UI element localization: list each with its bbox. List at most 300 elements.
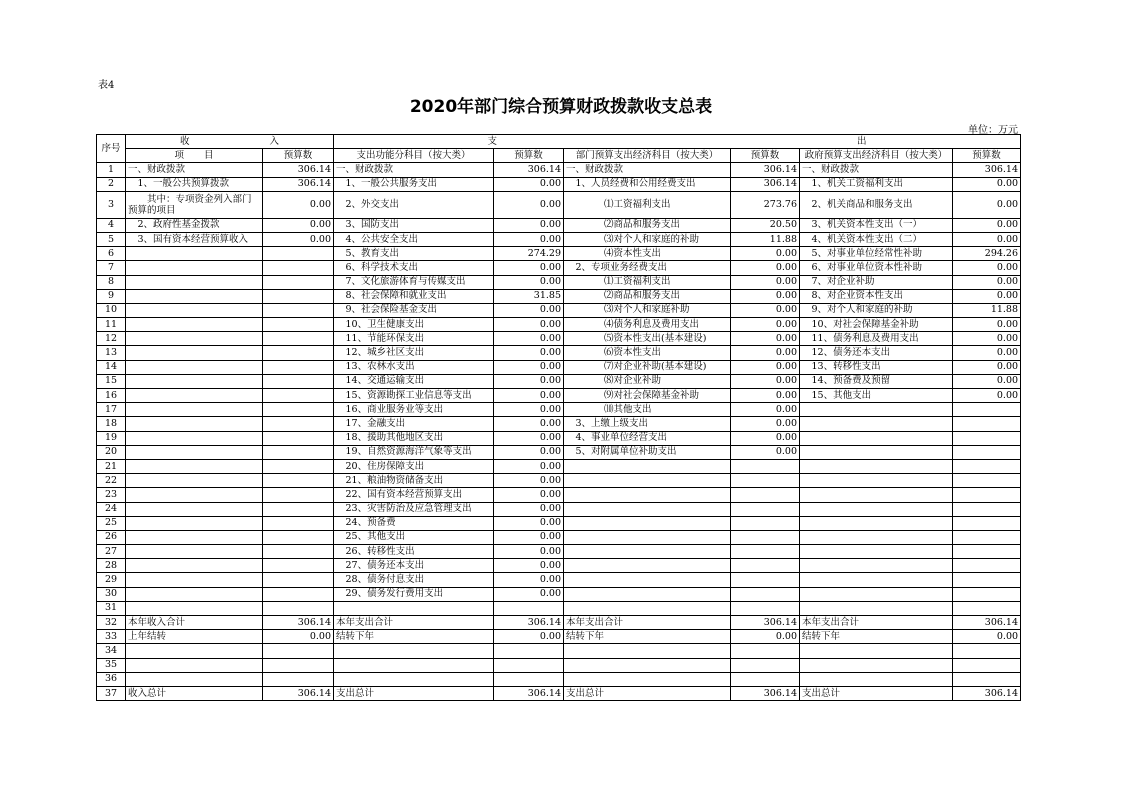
income-item bbox=[126, 474, 263, 488]
header-row-2 bbox=[97, 149, 1021, 163]
gov-econ-amount bbox=[953, 516, 1021, 530]
gov-econ-amount: 294.26 bbox=[953, 247, 1021, 261]
func-item: 9、社会保险基金支出 bbox=[334, 303, 494, 317]
row-number: 24 bbox=[97, 502, 126, 516]
func-amount bbox=[494, 601, 564, 615]
income-item bbox=[126, 516, 263, 530]
dept-econ-amount bbox=[731, 474, 800, 488]
income-amount: 306.14 bbox=[263, 686, 334, 700]
row-number: 22 bbox=[97, 474, 126, 488]
dept-econ-amount: 273.76 bbox=[731, 191, 800, 218]
income-amount bbox=[263, 445, 334, 459]
dept-econ-item bbox=[564, 559, 731, 573]
row-number: 29 bbox=[97, 573, 126, 587]
gov-econ-amount: 0.00 bbox=[953, 191, 1021, 218]
row-number: 2 bbox=[97, 177, 126, 191]
dept-econ-item: ⑵商品和服务支出 bbox=[564, 218, 731, 232]
gov-econ-amount: 0.00 bbox=[953, 275, 1021, 289]
func-amount: 306.14 bbox=[494, 163, 564, 177]
table-row bbox=[97, 318, 1021, 332]
dept-econ-item bbox=[564, 516, 731, 530]
gov-econ-item bbox=[800, 672, 953, 686]
dept-econ-amount: 306.14 bbox=[731, 163, 800, 177]
income-amount bbox=[263, 644, 334, 658]
income-item: 1、一般公共预算拨款 bbox=[126, 177, 263, 191]
gov-econ-item bbox=[800, 516, 953, 530]
func-amount: 0.00 bbox=[494, 573, 564, 587]
func-amount: 0.00 bbox=[494, 445, 564, 459]
dept-econ-item: ⑻对企业补助 bbox=[564, 374, 731, 388]
row-number: 6 bbox=[97, 247, 126, 261]
func-amount bbox=[494, 658, 564, 672]
income-item bbox=[126, 374, 263, 388]
gov-econ-amount: 0.00 bbox=[953, 332, 1021, 346]
gov-econ-item bbox=[800, 431, 953, 445]
row-number: 27 bbox=[97, 545, 126, 559]
item-header-b: 目 bbox=[204, 149, 214, 161]
dept-econ-item: 结转下年 bbox=[564, 630, 731, 644]
gov-econ-item: 11、债务利息及费用支出 bbox=[800, 332, 953, 346]
income-amount bbox=[263, 389, 334, 403]
income-amount bbox=[263, 488, 334, 502]
income-item bbox=[126, 658, 263, 672]
gov-econ-item: 10、对社会保障基金补助 bbox=[800, 318, 953, 332]
func-item: 13、农林水支出 bbox=[334, 360, 494, 374]
table-row bbox=[97, 191, 1021, 218]
gov-econ-header: 政府预算支出经济科目（按大类） bbox=[800, 149, 953, 163]
dept-econ-amount: 0.00 bbox=[731, 630, 800, 644]
dept-econ-item bbox=[564, 587, 731, 601]
gov-econ-item: 7、对企业补助 bbox=[800, 275, 953, 289]
row-number: 13 bbox=[97, 346, 126, 360]
dept-econ-amount bbox=[731, 545, 800, 559]
gov-econ-amount bbox=[953, 431, 1021, 445]
row-number: 19 bbox=[97, 431, 126, 445]
func-item bbox=[334, 672, 494, 686]
gov-econ-amount bbox=[953, 587, 1021, 601]
gov-econ-amount bbox=[953, 559, 1021, 573]
table-row bbox=[97, 530, 1021, 544]
row-number: 14 bbox=[97, 360, 126, 374]
income-item: 2、政府性基金拨款 bbox=[126, 218, 263, 232]
row-number: 12 bbox=[97, 332, 126, 346]
gov-econ-item: 9、对个人和家庭的补助 bbox=[800, 303, 953, 317]
income-item bbox=[126, 346, 263, 360]
table-row bbox=[97, 417, 1021, 431]
func-amount bbox=[494, 672, 564, 686]
income-item bbox=[126, 247, 263, 261]
gov-econ-amount: 306.14 bbox=[953, 163, 1021, 177]
gov-econ-item: 一、财政拨款 bbox=[800, 163, 953, 177]
gov-econ-amount bbox=[953, 601, 1021, 615]
income-item bbox=[126, 389, 263, 403]
income-item bbox=[126, 559, 263, 573]
gov-econ-amount bbox=[953, 658, 1021, 672]
func-amount: 0.00 bbox=[494, 559, 564, 573]
dept-econ-amount: 0.00 bbox=[731, 247, 800, 261]
func-amount: 0.00 bbox=[494, 261, 564, 275]
dept-econ-item: 2、专项业务经费支出 bbox=[564, 261, 731, 275]
func-amount: 0.00 bbox=[494, 459, 564, 473]
func-item bbox=[334, 644, 494, 658]
dept-econ-amount: 0.00 bbox=[731, 261, 800, 275]
gov-econ-amount: 0.00 bbox=[953, 630, 1021, 644]
row-number: 1 bbox=[97, 163, 126, 177]
func-amount bbox=[494, 644, 564, 658]
income-amount bbox=[263, 303, 334, 317]
dept-budget-header: 预算数 bbox=[731, 149, 800, 163]
gov-econ-amount: 0.00 bbox=[953, 232, 1021, 246]
table-row bbox=[97, 559, 1021, 573]
gov-econ-item: 2、机关商品和服务支出 bbox=[800, 191, 953, 218]
dept-econ-amount: 0.00 bbox=[731, 403, 800, 417]
expense-header bbox=[334, 135, 1021, 149]
table-body bbox=[97, 135, 1021, 701]
row-number: 34 bbox=[97, 644, 126, 658]
income-amount bbox=[263, 403, 334, 417]
gov-econ-amount bbox=[953, 488, 1021, 502]
func-item: 7、文化旅游体育与传媒支出 bbox=[334, 275, 494, 289]
row-number: 18 bbox=[97, 417, 126, 431]
dept-econ-amount bbox=[731, 559, 800, 573]
gov-econ-amount: 0.00 bbox=[953, 374, 1021, 388]
gov-econ-item bbox=[800, 445, 953, 459]
dept-econ-amount: 306.14 bbox=[731, 616, 800, 630]
income-item: 3、国有资本经营预算收入 bbox=[126, 232, 263, 246]
table-row bbox=[97, 616, 1021, 630]
table-row bbox=[97, 658, 1021, 672]
dept-econ-item: ⑷资本性支出 bbox=[564, 247, 731, 261]
func-item: 23、灾害防治及应急管理支出 bbox=[334, 502, 494, 516]
dept-econ-item: 1、人员经费和公用经费支出 bbox=[564, 177, 731, 191]
func-amount: 0.00 bbox=[494, 488, 564, 502]
gov-econ-item: 4、机关资本性支出（二） bbox=[800, 232, 953, 246]
income-item: 本年收入合计 bbox=[126, 616, 263, 630]
dept-econ-item: 4、事业单位经营支出 bbox=[564, 431, 731, 445]
dept-econ-amount bbox=[731, 488, 800, 502]
table-row bbox=[97, 346, 1021, 360]
income-amount bbox=[263, 502, 334, 516]
gov-econ-amount: 0.00 bbox=[953, 389, 1021, 403]
table-row bbox=[97, 587, 1021, 601]
gov-econ-amount: 306.14 bbox=[953, 686, 1021, 700]
func-item: 19、自然资源海洋气象等支出 bbox=[334, 445, 494, 459]
gov-econ-amount bbox=[953, 545, 1021, 559]
income-amount bbox=[263, 289, 334, 303]
gov-econ-amount: 11.88 bbox=[953, 303, 1021, 317]
gov-econ-amount: 0.00 bbox=[953, 177, 1021, 191]
dept-econ-amount bbox=[731, 459, 800, 473]
income-budget-header: 预算数 bbox=[263, 149, 334, 163]
func-item: 27、债务还本支出 bbox=[334, 559, 494, 573]
func-amount: 0.00 bbox=[494, 332, 564, 346]
dept-econ-amount: 11.88 bbox=[731, 232, 800, 246]
gov-econ-amount bbox=[953, 530, 1021, 544]
income-header-b: 入 bbox=[269, 135, 280, 147]
row-number: 16 bbox=[97, 389, 126, 403]
income-amount bbox=[263, 275, 334, 289]
gov-econ-item: 本年支出合计 bbox=[800, 616, 953, 630]
func-amount: 0.00 bbox=[494, 630, 564, 644]
table-row bbox=[97, 163, 1021, 177]
dept-econ-item: 支出总计 bbox=[564, 686, 731, 700]
dept-econ-item bbox=[564, 545, 731, 559]
dept-econ-amount: 0.00 bbox=[731, 275, 800, 289]
gov-econ-item: 1、机关工资福利支出 bbox=[800, 177, 953, 191]
income-item bbox=[126, 530, 263, 544]
dept-econ-item: 5、对附属单位补助支出 bbox=[564, 445, 731, 459]
func-item: 16、商业服务业等支出 bbox=[334, 403, 494, 417]
func-amount: 0.00 bbox=[494, 232, 564, 246]
row-number: 21 bbox=[97, 459, 126, 473]
gov-econ-item bbox=[800, 573, 953, 587]
dept-econ-amount bbox=[731, 601, 800, 615]
row-number: 26 bbox=[97, 530, 126, 544]
row-number: 32 bbox=[97, 616, 126, 630]
func-amount: 0.00 bbox=[494, 191, 564, 218]
dept-econ-amount: 0.00 bbox=[731, 360, 800, 374]
func-item: 结转下年 bbox=[334, 630, 494, 644]
gov-econ-item: 12、债务还本支出 bbox=[800, 346, 953, 360]
func-amount: 0.00 bbox=[494, 389, 564, 403]
dept-econ-item bbox=[564, 573, 731, 587]
gov-econ-item bbox=[800, 559, 953, 573]
row-number: 37 bbox=[97, 686, 126, 700]
func-item: 17、金融支出 bbox=[334, 417, 494, 431]
table-row bbox=[97, 474, 1021, 488]
dept-econ-item bbox=[564, 601, 731, 615]
income-item: 一、财政拨款 bbox=[126, 163, 263, 177]
income-item bbox=[126, 318, 263, 332]
income-amount bbox=[263, 530, 334, 544]
dept-econ-item: ⑼对社会保障基金补助 bbox=[564, 389, 731, 403]
table-row bbox=[97, 275, 1021, 289]
income-item bbox=[126, 332, 263, 346]
gov-econ-item bbox=[800, 474, 953, 488]
income-amount bbox=[263, 374, 334, 388]
func-item: 1、一般公共服务支出 bbox=[334, 177, 494, 191]
gov-econ-item bbox=[800, 459, 953, 473]
dept-econ-item bbox=[564, 488, 731, 502]
dept-econ-amount: 0.00 bbox=[731, 389, 800, 403]
income-item bbox=[126, 459, 263, 473]
dept-econ-item: ⑸资本性支出(基本建设) bbox=[564, 332, 731, 346]
expense-header-a: 支 bbox=[487, 135, 498, 147]
table-row bbox=[97, 644, 1021, 658]
income-amount bbox=[263, 247, 334, 261]
income-amount bbox=[263, 658, 334, 672]
table-row bbox=[97, 573, 1021, 587]
row-number: 30 bbox=[97, 587, 126, 601]
func-amount: 0.00 bbox=[494, 275, 564, 289]
income-item bbox=[126, 545, 263, 559]
income-amount: 0.00 bbox=[263, 232, 334, 246]
row-number: 35 bbox=[97, 658, 126, 672]
row-number: 5 bbox=[97, 232, 126, 246]
func-amount: 0.00 bbox=[494, 218, 564, 232]
gov-econ-item bbox=[800, 417, 953, 431]
item-header-a: 项 bbox=[174, 149, 184, 161]
gov-econ-item bbox=[800, 644, 953, 658]
income-item: 其中：专项资金列入部门预算的项目 bbox=[126, 191, 263, 218]
gov-econ-item bbox=[800, 601, 953, 615]
dept-econ-item: ⑶对个人和家庭的补助 bbox=[564, 232, 731, 246]
gov-econ-amount: 0.00 bbox=[953, 360, 1021, 374]
gov-econ-item bbox=[800, 403, 953, 417]
gov-econ-amount: 0.00 bbox=[953, 318, 1021, 332]
dept-econ-amount: 0.00 bbox=[731, 431, 800, 445]
func-item: 28、债务付息支出 bbox=[334, 573, 494, 587]
func-budget-header: 预算数 bbox=[494, 149, 564, 163]
func-item: 15、资源勘探工业信息等支出 bbox=[334, 389, 494, 403]
gov-econ-amount: 0.00 bbox=[953, 218, 1021, 232]
gov-econ-item: 5、对事业单位经常性补助 bbox=[800, 247, 953, 261]
gov-econ-amount: 0.00 bbox=[953, 346, 1021, 360]
gov-econ-amount bbox=[953, 459, 1021, 473]
func-amount: 0.00 bbox=[494, 346, 564, 360]
dept-econ-amount bbox=[731, 644, 800, 658]
income-amount bbox=[263, 417, 334, 431]
income-amount bbox=[263, 573, 334, 587]
income-item bbox=[126, 360, 263, 374]
func-amount: 0.00 bbox=[494, 318, 564, 332]
income-item bbox=[126, 303, 263, 317]
gov-econ-item: 8、对企业资本性支出 bbox=[800, 289, 953, 303]
income-amount bbox=[263, 332, 334, 346]
gov-econ-amount bbox=[953, 502, 1021, 516]
income-amount bbox=[263, 587, 334, 601]
func-amount: 0.00 bbox=[494, 417, 564, 431]
gov-econ-item: 支出总计 bbox=[800, 686, 953, 700]
func-item: 本年支出合计 bbox=[334, 616, 494, 630]
income-item bbox=[126, 587, 263, 601]
gov-econ-item bbox=[800, 658, 953, 672]
gov-econ-amount: 0.00 bbox=[953, 289, 1021, 303]
func-item bbox=[334, 601, 494, 615]
gov-econ-item bbox=[800, 502, 953, 516]
dept-econ-amount: 0.00 bbox=[731, 289, 800, 303]
dept-econ-amount bbox=[731, 573, 800, 587]
income-header-a: 收 bbox=[179, 135, 190, 147]
dept-econ-item: ⑺对企业补助(基本建设) bbox=[564, 360, 731, 374]
gov-budget-header: 预算数 bbox=[953, 149, 1021, 163]
dept-econ-item: ⑷债务利息及费用支出 bbox=[564, 318, 731, 332]
income-amount: 306.14 bbox=[263, 163, 334, 177]
row-number: 15 bbox=[97, 374, 126, 388]
income-amount bbox=[263, 261, 334, 275]
func-amount: 274.29 bbox=[494, 247, 564, 261]
dept-econ-amount bbox=[731, 530, 800, 544]
gov-econ-item: 3、机关资本性支出（一） bbox=[800, 218, 953, 232]
dept-econ-item: ⑴工资福利支出 bbox=[564, 191, 731, 218]
income-header bbox=[126, 135, 334, 149]
table-row bbox=[97, 686, 1021, 700]
income-item bbox=[126, 431, 263, 445]
budget-table bbox=[96, 134, 1021, 701]
func-item: 5、教育支出 bbox=[334, 247, 494, 261]
func-item: 20、住房保障支出 bbox=[334, 459, 494, 473]
dept-econ-amount bbox=[731, 502, 800, 516]
dept-econ-item: 3、上缴上级支出 bbox=[564, 417, 731, 431]
func-amount: 0.00 bbox=[494, 474, 564, 488]
header-row-1 bbox=[97, 135, 1021, 149]
gov-econ-amount bbox=[953, 573, 1021, 587]
income-item bbox=[126, 445, 263, 459]
income-item: 收入总计 bbox=[126, 686, 263, 700]
table-row bbox=[97, 601, 1021, 615]
dept-econ-amount bbox=[731, 658, 800, 672]
dept-econ-amount: 0.00 bbox=[731, 303, 800, 317]
row-number: 10 bbox=[97, 303, 126, 317]
income-item bbox=[126, 672, 263, 686]
dept-econ-amount bbox=[731, 672, 800, 686]
dept-econ-item: ⑹资本性支出 bbox=[564, 346, 731, 360]
row-number: 17 bbox=[97, 403, 126, 417]
income-amount bbox=[263, 360, 334, 374]
func-item: 22、国有资本经营预算支出 bbox=[334, 488, 494, 502]
gov-econ-amount bbox=[953, 417, 1021, 431]
income-amount bbox=[263, 346, 334, 360]
dept-econ-amount: 306.14 bbox=[731, 686, 800, 700]
table-row bbox=[97, 545, 1021, 559]
table-row bbox=[97, 459, 1021, 473]
page-title: 2020年部门综合预算财政拨款收支总表 bbox=[409, 97, 713, 117]
dept-econ-amount: 20.50 bbox=[731, 218, 800, 232]
gov-econ-amount bbox=[953, 474, 1021, 488]
dept-econ-item bbox=[564, 530, 731, 544]
gov-econ-item: 13、转移性支出 bbox=[800, 360, 953, 374]
func-item: 14、交通运输支出 bbox=[334, 374, 494, 388]
income-item bbox=[126, 289, 263, 303]
gov-econ-item bbox=[800, 587, 953, 601]
table-row bbox=[97, 431, 1021, 445]
income-amount bbox=[263, 474, 334, 488]
income-item bbox=[126, 275, 263, 289]
func-amount: 0.00 bbox=[494, 502, 564, 516]
income-item bbox=[126, 573, 263, 587]
func-amount: 0.00 bbox=[494, 403, 564, 417]
income-amount bbox=[263, 318, 334, 332]
dept-econ-item: ⑴工资福利支出 bbox=[564, 275, 731, 289]
table-row bbox=[97, 177, 1021, 191]
func-item: 3、国防支出 bbox=[334, 218, 494, 232]
row-number: 33 bbox=[97, 630, 126, 644]
dept-econ-amount: 0.00 bbox=[731, 374, 800, 388]
gov-econ-item bbox=[800, 545, 953, 559]
table-row bbox=[97, 403, 1021, 417]
item-header bbox=[126, 149, 263, 163]
dept-econ-item: ⑵商品和服务支出 bbox=[564, 289, 731, 303]
income-item bbox=[126, 403, 263, 417]
row-number: 23 bbox=[97, 488, 126, 502]
income-item bbox=[126, 644, 263, 658]
func-amount: 306.14 bbox=[494, 686, 564, 700]
income-amount bbox=[263, 545, 334, 559]
gov-econ-amount bbox=[953, 672, 1021, 686]
func-item bbox=[334, 658, 494, 672]
func-amount: 0.00 bbox=[494, 374, 564, 388]
table-row bbox=[97, 247, 1021, 261]
func-item: 18、援助其他地区支出 bbox=[334, 431, 494, 445]
table-row bbox=[97, 303, 1021, 317]
gov-econ-item: 结转下年 bbox=[800, 630, 953, 644]
dept-econ-item: 本年支出合计 bbox=[564, 616, 731, 630]
row-number: 9 bbox=[97, 289, 126, 303]
gov-econ-amount bbox=[953, 644, 1021, 658]
income-amount: 0.00 bbox=[263, 630, 334, 644]
table-row bbox=[97, 502, 1021, 516]
gov-econ-amount: 306.14 bbox=[953, 616, 1021, 630]
